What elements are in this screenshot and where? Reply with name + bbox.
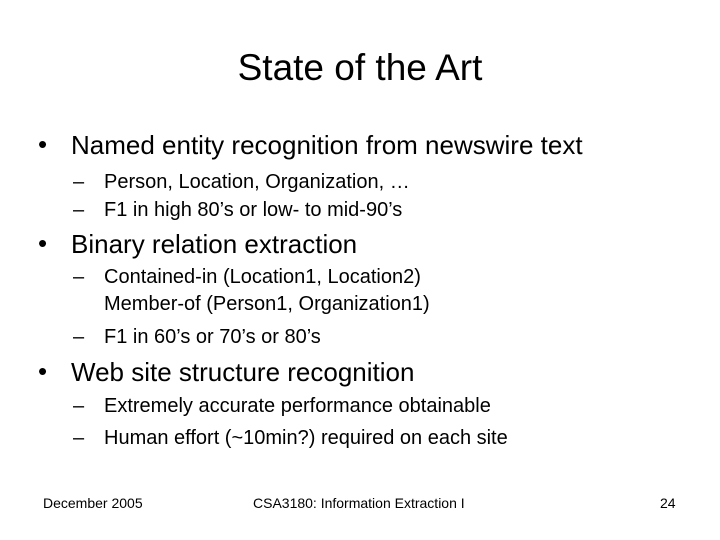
footer-course: CSA3180: Information Extraction I [253,495,465,511]
dash-marker: – [73,427,85,449]
sub-bullet-text: F1 in 60’s or 70’s or 80’s [104,326,321,348]
bullet-marker: • [38,129,48,159]
bullet-marker: • [38,356,48,386]
dash-marker: – [73,395,85,417]
dash-marker: – [73,171,85,193]
bullet-text: Named entity recognition from newswire text [71,130,583,160]
sub-bullet-text: F1 in high 80’s or low- to mid-90’s [104,199,403,221]
sub-bullet-text: Human effort (~10min?) required on each site [104,427,508,449]
sub-bullet-text: Contained-in (Location1, Location2) [104,266,421,288]
bullet-text: Binary relation extraction [71,229,358,259]
footer-date: December 2005 [43,495,143,511]
slide-title: State of the Art [237,47,483,88]
dash-marker: – [73,326,85,348]
sub-bullet-text: Extremely accurate performance obtainable [104,395,491,417]
dash-marker: – [73,266,85,288]
dash-marker: – [73,199,85,221]
bullet-text: Web site structure recognition [71,357,415,387]
sub-bullet-text: Person, Location, Organization, … [104,171,410,193]
sub-bullet-text: Member-of (Person1, Organization1) [104,293,430,315]
footer-page-number: 24 [660,495,676,511]
bullet-marker: • [38,228,48,258]
